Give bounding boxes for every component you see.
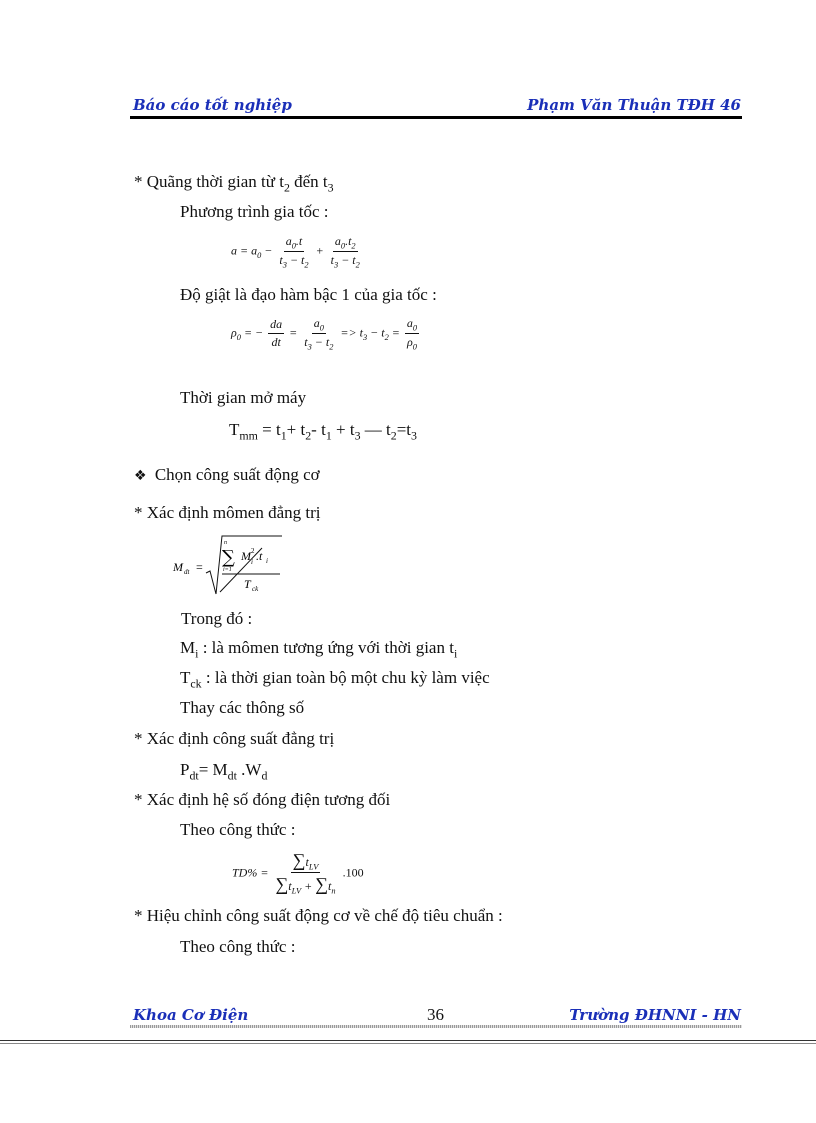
svg-text:∑: ∑: [222, 547, 235, 568]
svg-text:ck: ck: [252, 585, 259, 593]
mi-description: $M_i$ : là mômen tương ứng với thời gian $t_i$: [180, 638, 458, 661]
diamond-bullet-icon: ❖: [134, 468, 147, 484]
header-rule: [130, 116, 742, 119]
svg-text:i: i: [251, 558, 253, 566]
page-edge-line: [0, 1040, 816, 1041]
svg-text:i=1: i=1: [223, 567, 232, 573]
svg-text:dt: dt: [184, 568, 190, 576]
power-heading: * Xác định công suất đẳng trị: [134, 729, 335, 748]
td-formula: TD% = $\frac{\sum t_{LV}}{\sum t_{LV} + \sum t_n}$ .100: [232, 850, 364, 896]
svg-text:M: M: [173, 560, 183, 574]
choose-power-heading: ❖ Chọn công suất động cơ: [134, 465, 320, 484]
correct-heading: * Hiệu chỉnh công suất động cơ về chế độ tiêu chuẩn :: [134, 906, 503, 925]
svg-text:.t: .t: [256, 549, 263, 563]
tck-description: $T_{ck}$ : là thời gian toàn bộ một chu kỳ làm việc: [180, 668, 490, 691]
rms-moment-formula: [170, 534, 290, 598]
footer-right-text: Trường ĐHNNI - HN: [569, 1006, 741, 1024]
power-formula: $P_{dt}= M_{dt}$ $.W_d$: [180, 760, 268, 783]
jerk-label: Độ giật là đạo hàm bậc 1 của gia tốc :: [180, 285, 437, 304]
footer-left-text: Khoa Cơ Điện: [133, 1006, 249, 1024]
start-time-label: Thời gian mở máy: [180, 388, 307, 407]
formula-label-2: Theo công thức :: [180, 937, 296, 956]
where-label: Trong đó :: [181, 609, 253, 628]
footer-rule: [130, 1025, 742, 1028]
svg-text:T: T: [244, 577, 251, 591]
formula-label-1: Theo công thức :: [180, 820, 296, 839]
page-number: 36: [427, 1005, 444, 1024]
accel-formula: $a = a_0$ − $\frac{a_0.t}{t_3 - t_2}$ + $\frac{a_0.t_2}{t_3 - t_2}$: [231, 234, 360, 270]
svg-text:i: i: [266, 557, 268, 565]
td-heading: * Xác định hệ số đóng điện tương đối: [134, 790, 391, 809]
svg-text:=: =: [196, 560, 203, 574]
interval-heading: * Quãng thời gian từ $t_2$ đến $t_3$: [134, 172, 334, 195]
page-edge-line-2: [0, 1043, 816, 1044]
header-left-text: Báo cáo tốt nghiệp: [133, 96, 292, 114]
moment-heading: * Xác định mômen đẳng trị: [134, 503, 321, 522]
svg-text:M: M: [241, 549, 251, 563]
header-right-text: Phạm Văn Thuận TĐH 46: [527, 96, 741, 114]
svg-text:n: n: [224, 540, 227, 546]
substitute-label: Thay các thông số: [180, 698, 305, 717]
accel-label: Phương trình gia tốc :: [180, 202, 329, 221]
svg-text:2: 2: [251, 547, 255, 555]
jerk-formula: $\rho_0$ = − $\frac{da}{dt}$ = $\frac{a_0}{t_3 - t_2}$ => $t_3 - t_2$ = $\frac{a_0}{\rho_0}$: [231, 316, 418, 352]
start-time-formula: $T_{mm} = t_1+ t_2-$ $t_1 + t_3$ — $t_2=t_3$: [229, 420, 417, 443]
